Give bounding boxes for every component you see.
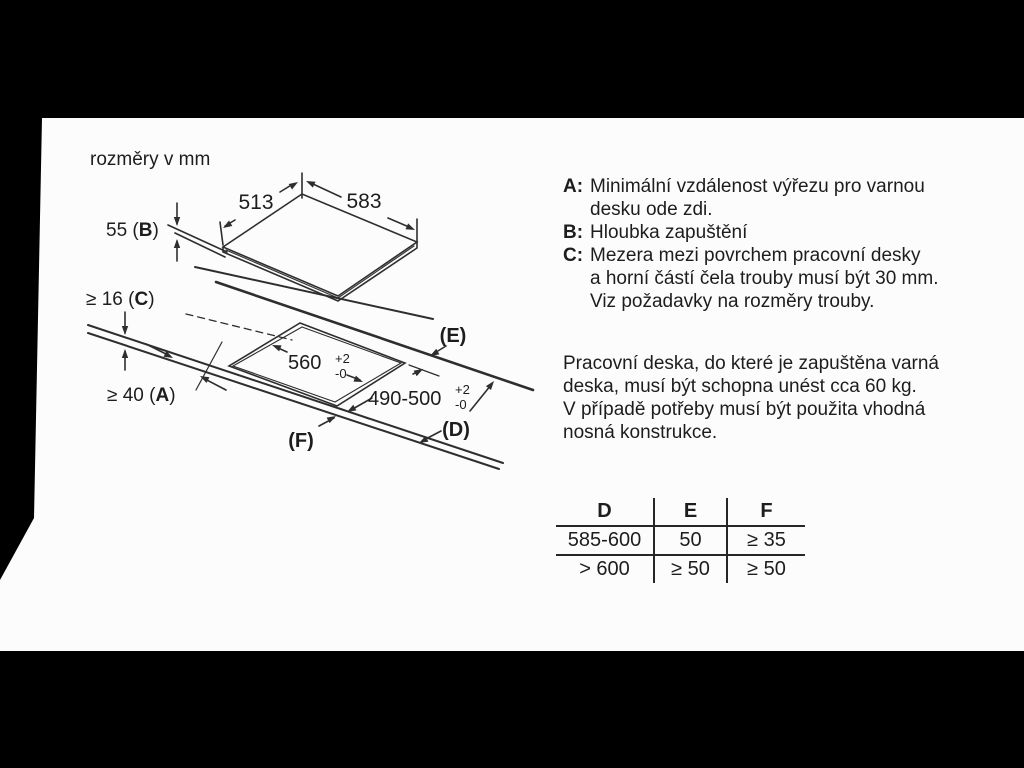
legend-text: Viz požadavky na rozměry trouby.	[590, 291, 875, 312]
table-header-d: D	[597, 500, 612, 522]
dim-560-label: 560	[288, 352, 322, 374]
table-cell: ≥ 35	[728, 525, 805, 554]
label-d: (D)	[442, 419, 470, 441]
manual-page	[0, 118, 1024, 651]
dim-depth-lines	[174, 203, 180, 261]
legend-text: Mezera mezi povrchem pracovní desky	[590, 245, 921, 266]
legend-item-c-cont	[563, 290, 938, 313]
legend-item-b	[563, 221, 938, 244]
legend-text: Minimální vzdálenost výřezu pro varnou	[590, 176, 925, 197]
units-label: rozměry v mm	[90, 149, 211, 170]
dim-490-tol-plus: +2	[455, 382, 470, 397]
legend-letter-b: B:	[563, 222, 584, 243]
dim-513-label: 513	[238, 191, 274, 214]
dim-16c-label: ≥ 16 (C)	[86, 289, 155, 310]
dim-40a-label: ≥ 40 (A)	[107, 385, 176, 406]
legend-item-c	[563, 244, 938, 267]
cooktop-side-line-2	[175, 233, 225, 257]
legend-item-a-cont	[563, 198, 938, 221]
extension-line-a	[196, 342, 222, 390]
dim-490-tol-minus: -0	[455, 397, 467, 412]
table-cell: ≥ 50	[728, 554, 805, 583]
legend-letter-c: C:	[563, 245, 584, 266]
dim-560-tol-minus: -0	[335, 366, 347, 381]
cooktop-drawing	[168, 194, 433, 319]
legend-text: desku ode zdi.	[590, 199, 713, 220]
note-line: V případě potřeby musí být použita vhodná	[563, 399, 926, 420]
dim-560-tol-plus: +2	[335, 351, 350, 366]
label-f: (F)	[288, 430, 314, 452]
legend-item-a	[563, 175, 938, 198]
note-line: deska, musí být schopna unést cca 60 kg.	[563, 376, 917, 397]
hidden-edge-dashed	[186, 314, 292, 340]
dim-583-label: 583	[346, 190, 382, 213]
note-line: Pracovní deska, do které je zapuštěna varná	[563, 353, 940, 374]
legend-letter-a: A:	[563, 176, 584, 197]
legend	[563, 175, 938, 313]
installation-diagram	[42, 118, 542, 651]
dim-c-a-lines	[122, 312, 226, 390]
dim-55b-label: 55 (B)	[106, 220, 159, 241]
def-dimension-table	[556, 498, 805, 583]
table-header-f: F	[760, 500, 773, 522]
legend-text: Hloubka zapuštění	[590, 222, 748, 243]
note-line: nosná konstrukce.	[563, 422, 718, 443]
legend-item-c-cont	[563, 267, 938, 290]
legend-text: a horní částí čela trouby musí být 30 mm.	[590, 268, 939, 289]
table-cell: 50	[653, 525, 728, 554]
worktop-rear-edge	[216, 282, 533, 390]
dim-490-label: 490-500	[368, 388, 442, 410]
table-cell: > 600	[556, 554, 653, 583]
table-header-e: E	[653, 498, 728, 525]
load-note	[563, 352, 939, 444]
table-cell: 585-600	[556, 525, 653, 554]
table-cell: ≥ 50	[653, 554, 728, 583]
label-e: (E)	[439, 325, 467, 347]
